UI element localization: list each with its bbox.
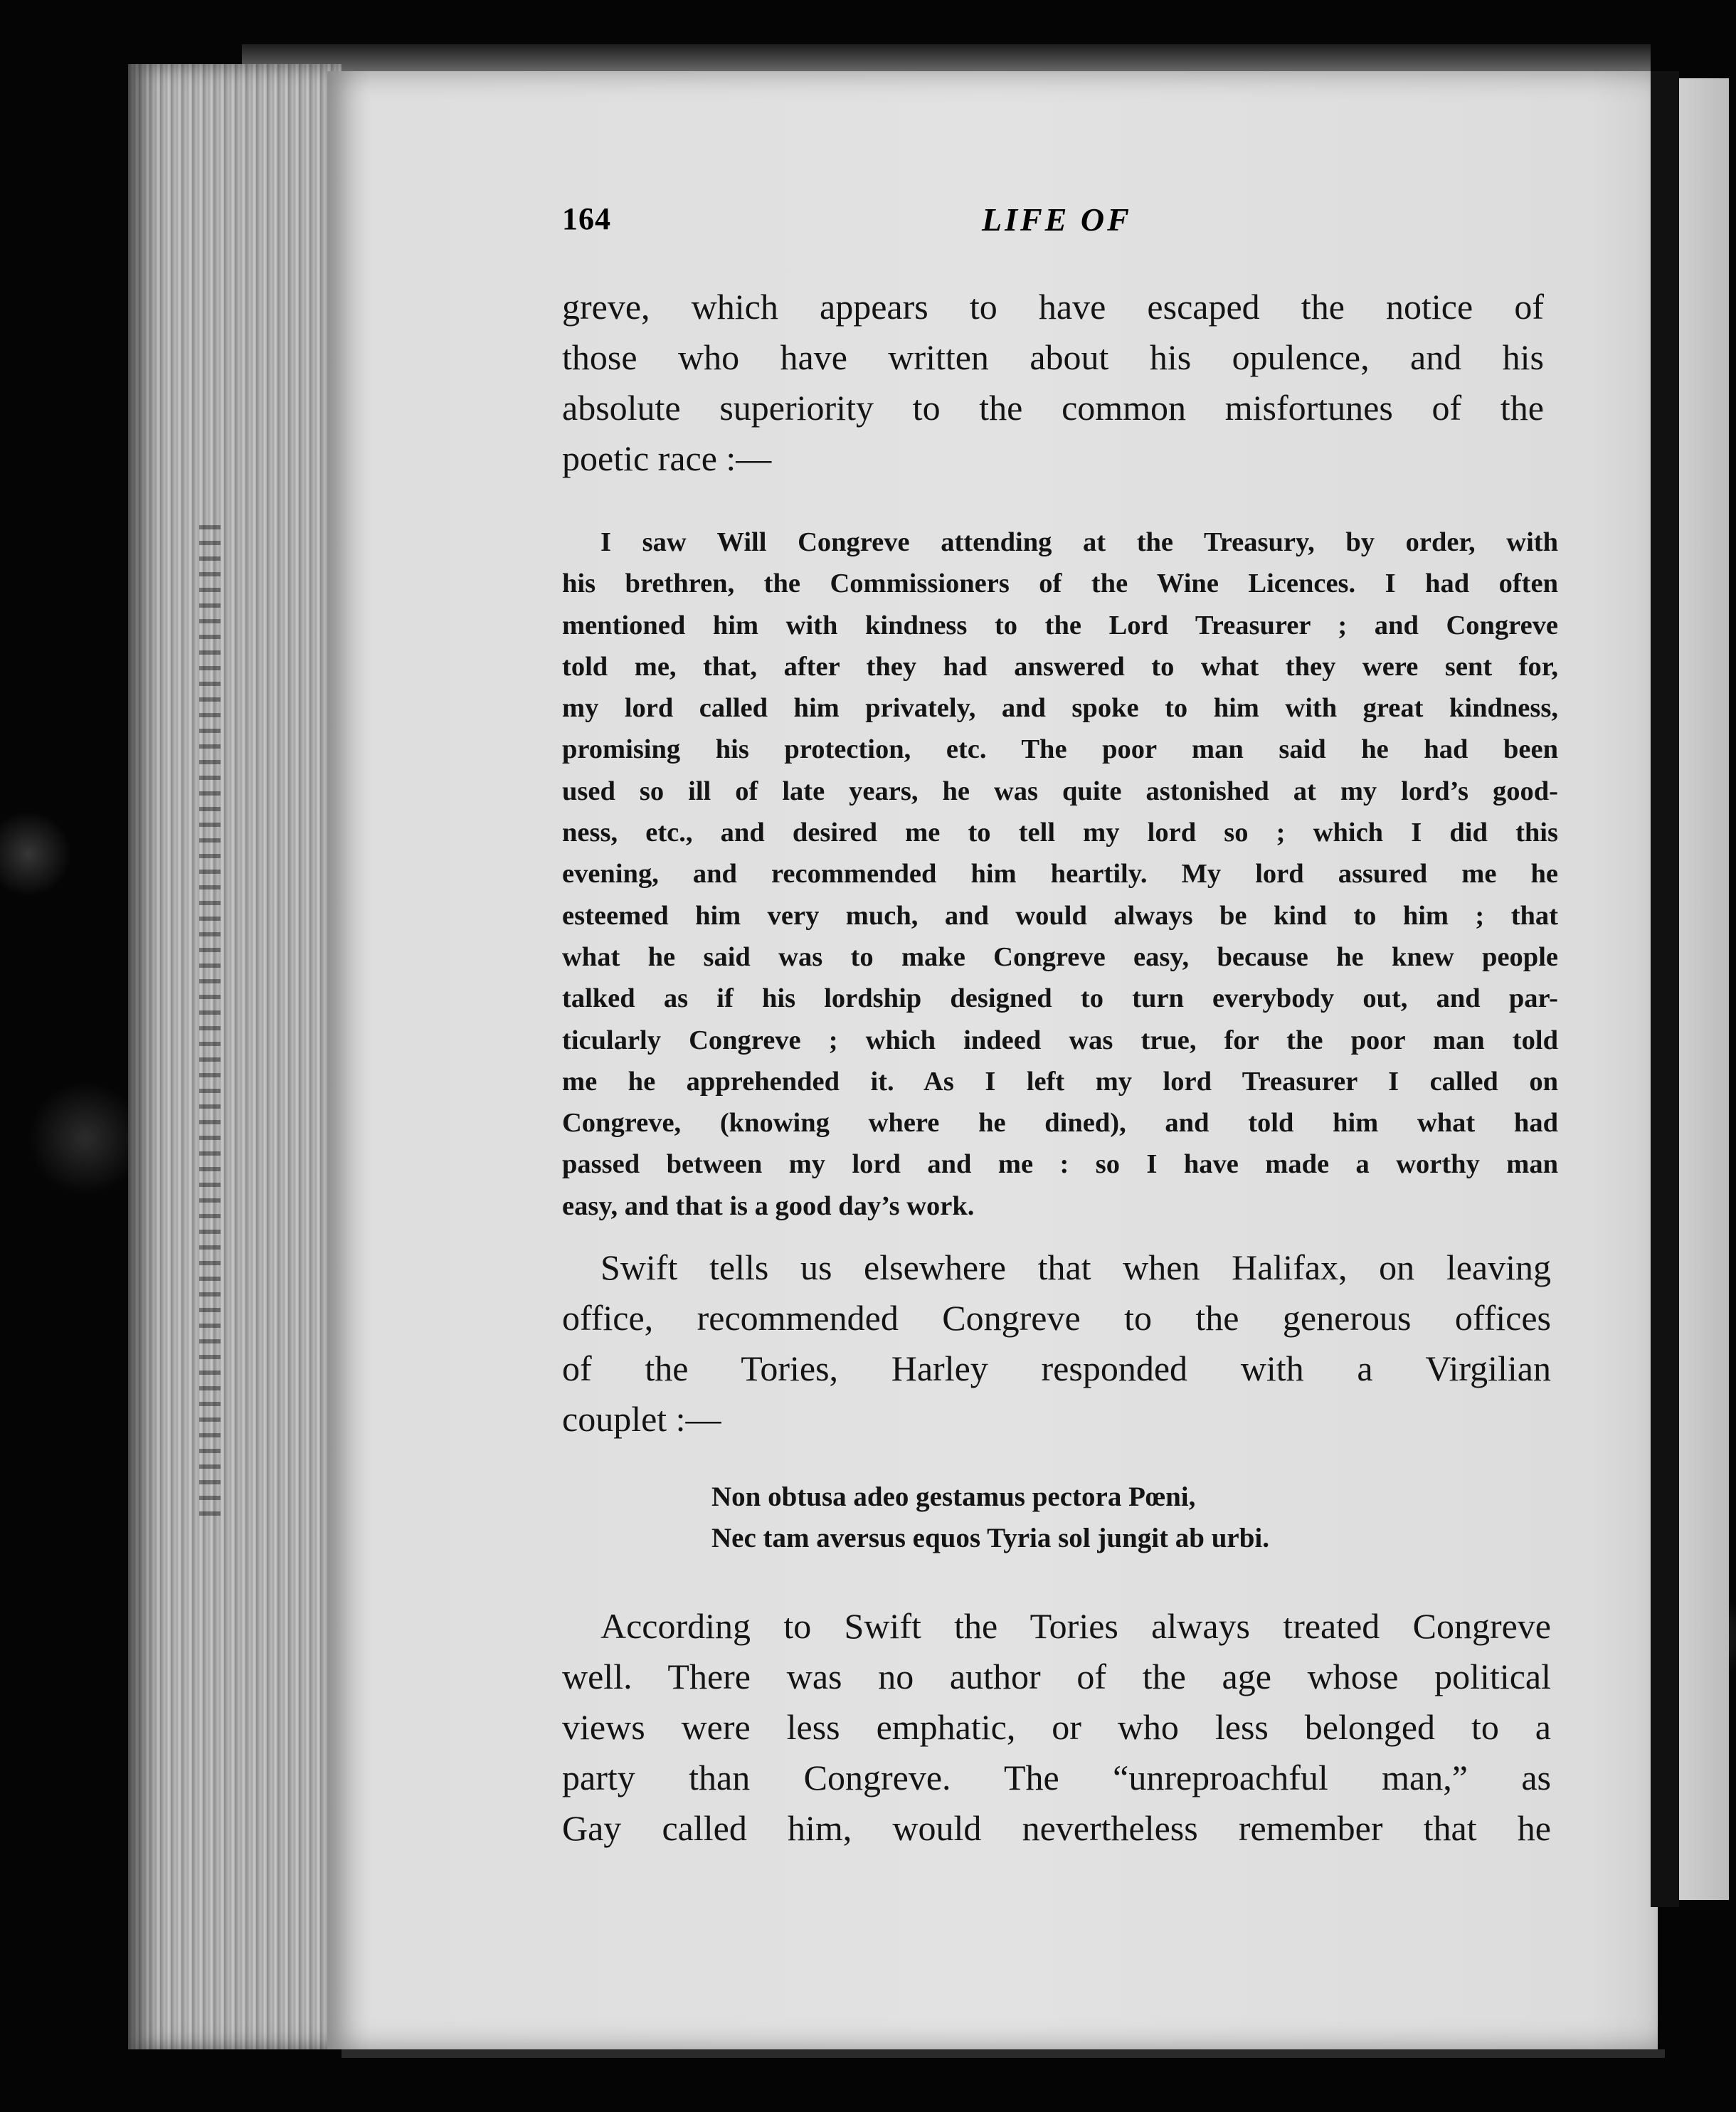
quote-line: his brethren, the Commissioners of the Wine Licences. I had often xyxy=(562,569,1558,599)
text-line: of the Tories, Harley responded with a Virgilian xyxy=(562,1348,1551,1388)
running-title: LIFE OF xyxy=(982,201,1132,238)
book-bottom-edge xyxy=(342,2049,1665,2058)
block-quotation xyxy=(562,522,1558,1227)
text-line: office, recommended Congreve to the generous offices xyxy=(562,1298,1551,1338)
binding-shadow xyxy=(1651,71,1679,1907)
quote-line: what he said was to make Congreve easy, because he knew people xyxy=(562,941,1558,972)
quote-line: esteemed him very much, and would always be kind to him ; that xyxy=(562,900,1558,931)
text-line: couplet :— xyxy=(562,1399,721,1439)
verse-line: Non obtusa adeo gestamus pectora Pœni, xyxy=(711,1482,1196,1512)
quote-line: used so ill of late years, he was quite astonished at my lord’s good- xyxy=(562,776,1558,806)
page-number: 164 xyxy=(562,201,611,236)
text-line: well. There was no author of the age whose political xyxy=(562,1657,1551,1696)
latin-verse xyxy=(711,1477,1269,1559)
quote-line: ticularly Congreve ; which indeed was true, for the poor man told xyxy=(562,1025,1558,1055)
quote-line: promising his protection, etc. The poor man said he had been xyxy=(562,734,1558,765)
quote-line: my lord called him privately, and spoke to him with great kindness, xyxy=(562,693,1558,724)
quote-line: easy, and that is a good day’s work. xyxy=(562,1190,975,1221)
quote-line: I saw Will Congreve attending at the Treasury, by order, with xyxy=(600,527,1558,557)
text-line: absolute superiority to the common misfortunes of the xyxy=(562,388,1544,428)
text-line: According to Swift the Tories always treated Congreve xyxy=(600,1606,1551,1646)
quote-line: mentioned him with kindness to the Lord Treasurer ; and Congreve xyxy=(562,610,1558,640)
text-line: Swift tells us elsewhere that when Halifax, on leaving xyxy=(600,1247,1551,1287)
verse-line: Nec tam aversus equos Tyria sol jungit ab urbi. xyxy=(711,1523,1270,1553)
running-head xyxy=(562,201,1544,243)
text-line: those who have written about his opulence, and his xyxy=(562,337,1544,377)
paragraph-1 xyxy=(562,282,1544,484)
text-line: Gay called him, would nevertheless remember that he xyxy=(562,1808,1551,1848)
quote-line: Congreve, (knowing where he dined), and told him what had xyxy=(562,1108,1558,1139)
paragraph-2 xyxy=(562,1242,1551,1445)
quote-line: ness, etc., and desired me to tell my lord so ; which I did this xyxy=(562,818,1558,848)
quote-line: talked as if his lordship designed to turn everybody out, and par- xyxy=(562,983,1558,1014)
quote-line: me he apprehended it. As I left my lord Treasurer I called on xyxy=(562,1066,1558,1097)
text-line: greve, which appears to have escaped the notice of xyxy=(562,287,1544,327)
text-line: party than Congreve. The “unreproachful man,” as xyxy=(562,1758,1551,1797)
page-stack-edge xyxy=(128,64,342,2049)
quote-line: evening, and recommended him heartily. My lord assured me he xyxy=(562,859,1558,889)
book-top-edge xyxy=(242,44,1651,73)
quote-line: told me, that, after they had answered to what they were sent for, xyxy=(562,651,1558,682)
text-line: views were less emphatic, or who less belonged to a xyxy=(562,1707,1551,1747)
paragraph-3 xyxy=(562,1601,1551,1854)
facing-page-edge xyxy=(1679,78,1729,1900)
text-line: poetic race :— xyxy=(562,438,772,478)
quote-line: passed between my lord and me : so I have made a worthy man xyxy=(562,1149,1558,1180)
